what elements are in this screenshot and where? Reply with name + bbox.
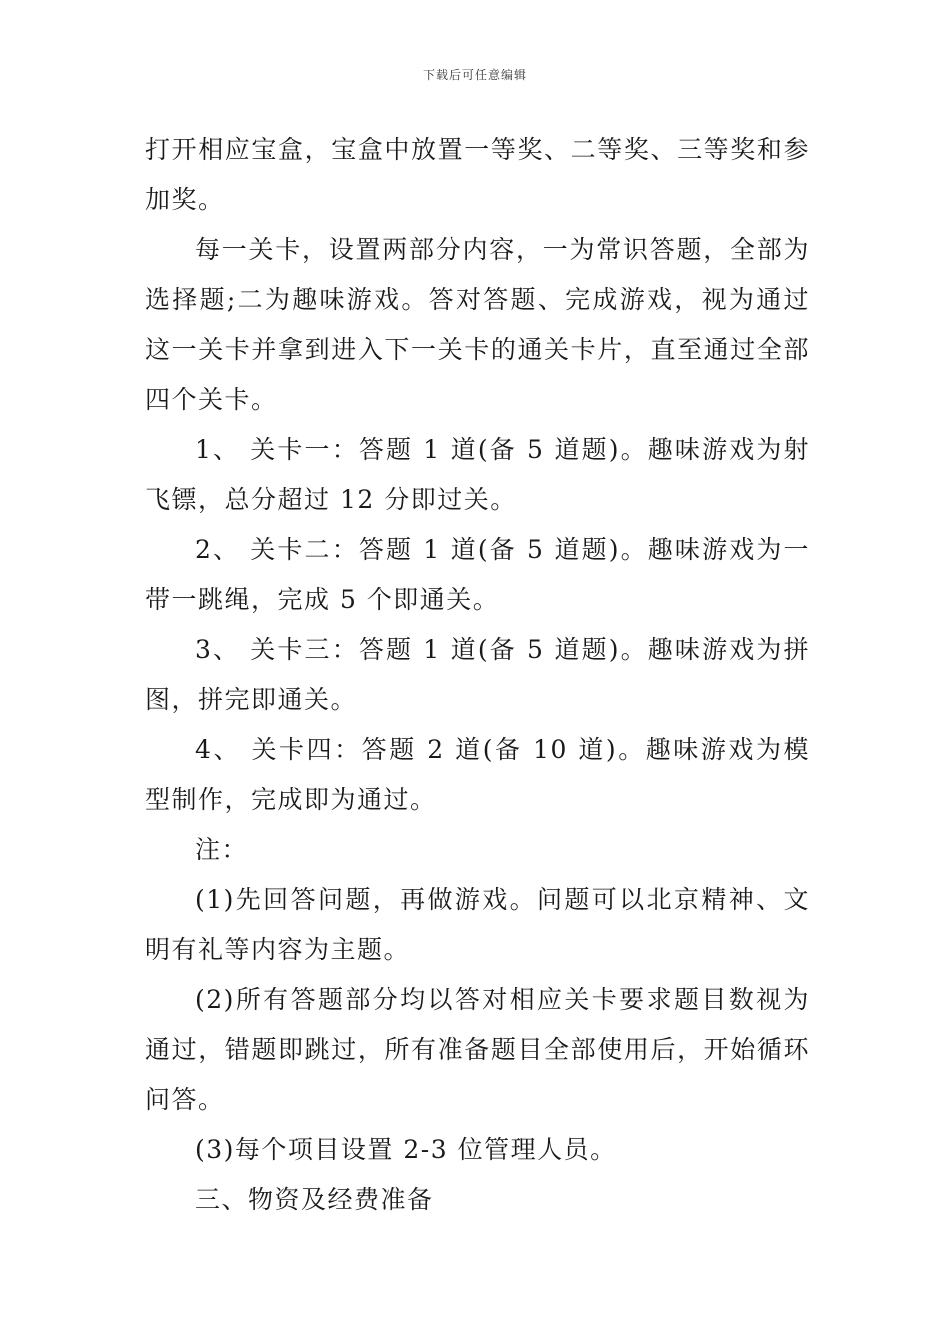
paragraph-prize-boxes: 打开相应宝盒，宝盒中放置一等奖、二等奖、三等奖和参加奖。: [145, 135, 810, 214]
document-body: [145, 125, 810, 1225]
page-header-note: 下载后可任意编辑: [422, 68, 527, 82]
paragraph-note-heading: 注：: [195, 835, 249, 864]
paragraph-note-1: (1)先回答问题，再做游戏。问题可以北京精神、文明有礼等内容为主题。: [145, 885, 810, 964]
paragraph-note-3: (3)每个项目设置 2-3 位管理人员。: [195, 1135, 617, 1164]
paragraph-level-4: 4、 关卡四：答题 2 道(备 10 道)。趣味游戏为模型制作，完成即为通过。: [145, 735, 810, 814]
paragraph-level-2: 2、 关卡二：答题 1 道(备 5 道题)。趣味游戏为一带一跳绳，完成 5 个即通关。: [145, 535, 810, 614]
paragraph-level-1: 1、 关卡一：答题 1 道(备 5 道题)。趣味游戏为射飞镖，总分超过 12 分即过关。: [145, 435, 810, 514]
paragraph-level-3: 3、 关卡三：答题 1 道(备 5 道题)。趣味游戏为拼图，拼完即通关。: [145, 635, 810, 714]
section-heading-materials: 三、物资及经费准备: [195, 1185, 434, 1214]
paragraph-level-setup: 每一关卡，设置两部分内容，一为常识答题，全部为选择题;二为趣味游戏。答对答题、完成游戏，视为通过这一关卡并拿到进入下一关卡的通关卡片，直至通过全部四个关卡。: [145, 235, 810, 414]
paragraph-note-2: (2)所有答题部分均以答对相应关卡要求题目数视为通过，错题即跳过，所有准备题目全部使用后，开始循环问答。: [145, 985, 810, 1114]
